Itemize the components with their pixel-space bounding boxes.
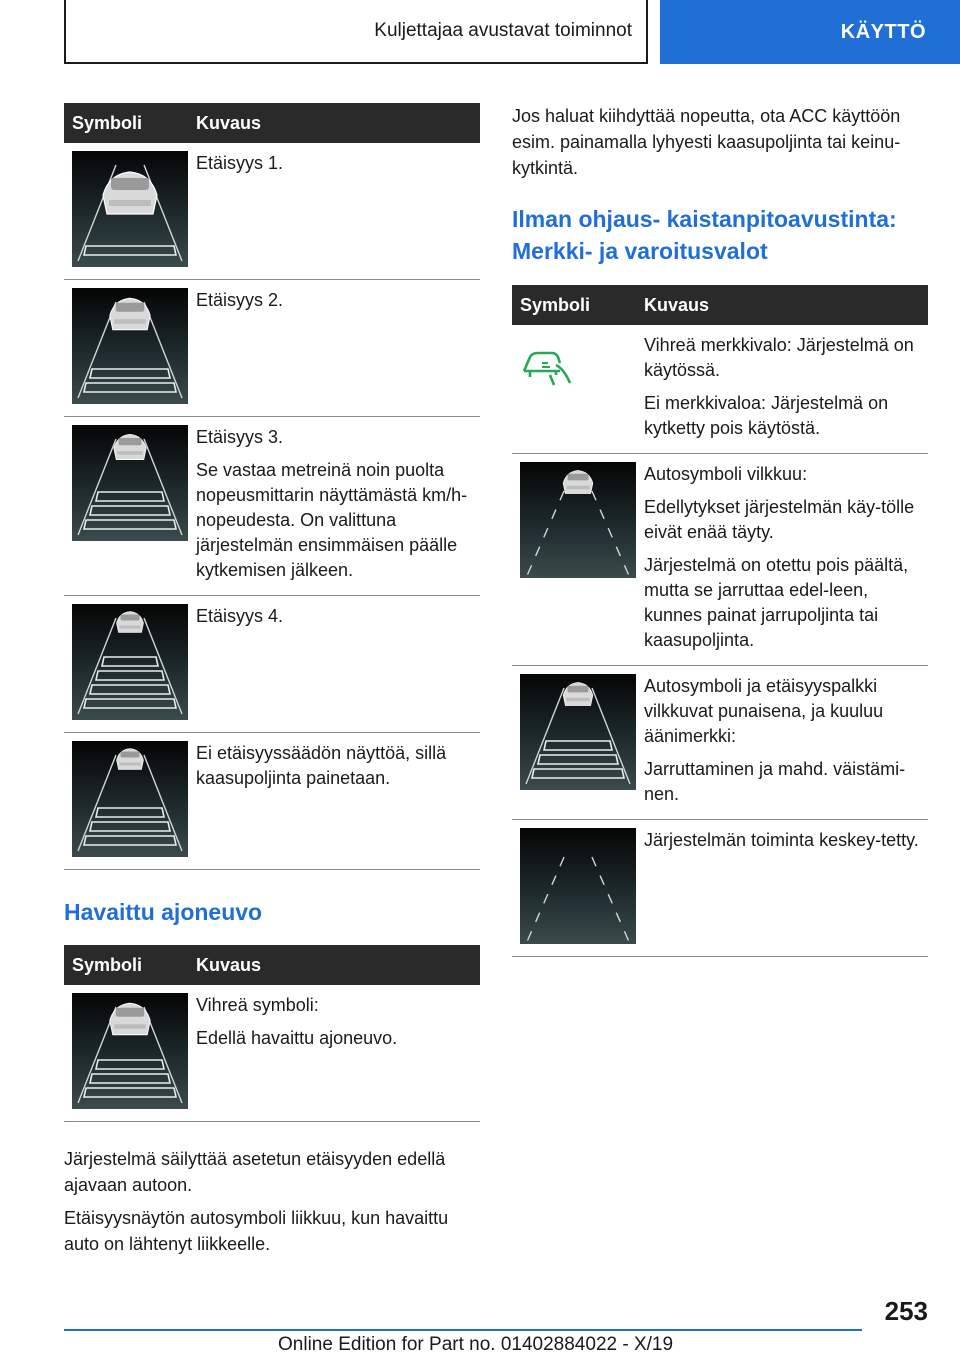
distance-1-icon: [72, 151, 188, 267]
description-text: Edellytykset järjestelmän käy-tölle eivät enää täyty.: [644, 497, 915, 542]
indicators-heading: Ilman ohjaus- kaistanpitoavustinta: Merkki- ja varoitusvalot: [512, 206, 897, 264]
description-text: Järjestelmän toiminta keskey-tetty.: [644, 830, 919, 850]
description-text: Ei etäisyyssäädön näyttöä, sillä kaasupoljinta painetaan.: [196, 743, 447, 788]
page-number: 253: [884, 1296, 928, 1326]
detected-vehicle-icon: [72, 993, 188, 1109]
system-interrupted-icon: [520, 828, 636, 944]
distance-3-icon: [72, 425, 188, 541]
footer-divider: [64, 1329, 862, 1331]
car-and-bars-red-icon: [520, 674, 636, 790]
distance-4-icon: [72, 604, 188, 720]
header-symbol: Symboli: [64, 945, 188, 985]
indicators-table: [512, 285, 928, 957]
description-text: Vihreä symboli:: [196, 995, 319, 1015]
acc-green-indicator-icon: [520, 333, 636, 393]
description-cell: [188, 417, 480, 596]
distance-2-icon: [72, 288, 188, 404]
left-column: [64, 103, 480, 1264]
table-row: [512, 666, 928, 820]
description-text: Etäisyys 3.: [196, 427, 284, 447]
car-symbol-flashing-icon: [520, 462, 636, 578]
description-text: Autosymboli ja etäisyyspalkki vilkkuvat punaisena, ja kuuluu äänimerkki:: [644, 676, 884, 746]
section-tab-label: KÄYTTÖ: [840, 20, 926, 43]
header-description: Kuvaus: [188, 103, 480, 143]
description-text: Vihreä merkkivalo: Järjestelmä on käytössä.: [644, 335, 914, 380]
table-row: [64, 733, 480, 870]
description-cell: [636, 666, 928, 820]
table-row: [512, 820, 928, 957]
description-text: Autosymboli vilkkuu:: [644, 464, 808, 484]
description-cell: [188, 280, 480, 417]
table-row: [64, 985, 480, 1122]
description-cell: [636, 325, 928, 454]
description-cell: [188, 733, 480, 870]
section-tab[interactable]: [660, 0, 960, 64]
table-row: [64, 143, 480, 280]
description-cell: [188, 143, 480, 280]
description-cell: [636, 454, 928, 666]
header-symbol: Symboli: [64, 103, 188, 143]
distance-table: [64, 103, 480, 870]
description-text: Edellä havaittu ajoneuvo.: [196, 1028, 398, 1048]
detected-paragraph-1: Järjestelmä säilyttää asetetun etäisyyden edellä ajavaan autoon.: [64, 1149, 446, 1195]
description-cell: [636, 820, 928, 957]
detected-vehicle-table: [64, 945, 480, 1122]
header-description: Kuvaus: [188, 945, 480, 985]
description-text: Järjestelmä on otettu pois päältä, mutta se jarruttaa edel-leen, kunnes painat jarrupoljinta tai kaasupoljinta.: [644, 555, 909, 650]
no-distance-icon: [72, 741, 188, 857]
description-text: Etäisyys 2.: [196, 290, 284, 310]
header-description: Kuvaus: [636, 285, 928, 325]
detected-vehicle-heading: Havaittu ajoneuvo: [64, 899, 263, 925]
header-symbol: Symboli: [512, 285, 636, 325]
description-text: Ei merkkivaloa: Järjestelmä on kytketty pois käytöstä.: [644, 393, 889, 438]
table-row: [64, 596, 480, 733]
description-cell: [188, 985, 480, 1122]
footer-edition: Online Edition for Part no. 01402884022 - X/19: [278, 1334, 674, 1355]
chapter-title-box: [64, 0, 648, 64]
chapter-title: Kuljettajaa avustavat toiminnot: [374, 20, 632, 41]
table-row: [512, 325, 928, 454]
description-text: Etäisyys 4.: [196, 606, 284, 626]
table-row: [64, 417, 480, 596]
description-cell: [188, 596, 480, 733]
description-text: Etäisyys 1.: [196, 153, 284, 173]
table-row: [64, 280, 480, 417]
table-row: [512, 454, 928, 666]
description-text: Jarruttaminen ja mahd. väistämi-nen.: [644, 759, 906, 804]
description-text: Se vastaa metreinä noin puolta nopeusmittarin näyttämästä km/h-nopeudesta. On valittuna järjestelmän ensimmäisen päälle kytkemisen jälkeen.: [196, 460, 468, 580]
detected-paragraph-2: Etäisyysnäytön autosymboli liikkuu, kun havaittu auto on lähtenyt liikkeelle.: [64, 1208, 449, 1254]
right-column: [512, 103, 928, 957]
acc-activation-paragraph: Jos haluat kiihdyttää nopeutta, ota ACC käyttöön esim. painamalla lyhyesti kaasupoljinta tai keinu-kytkintä.: [512, 106, 901, 178]
